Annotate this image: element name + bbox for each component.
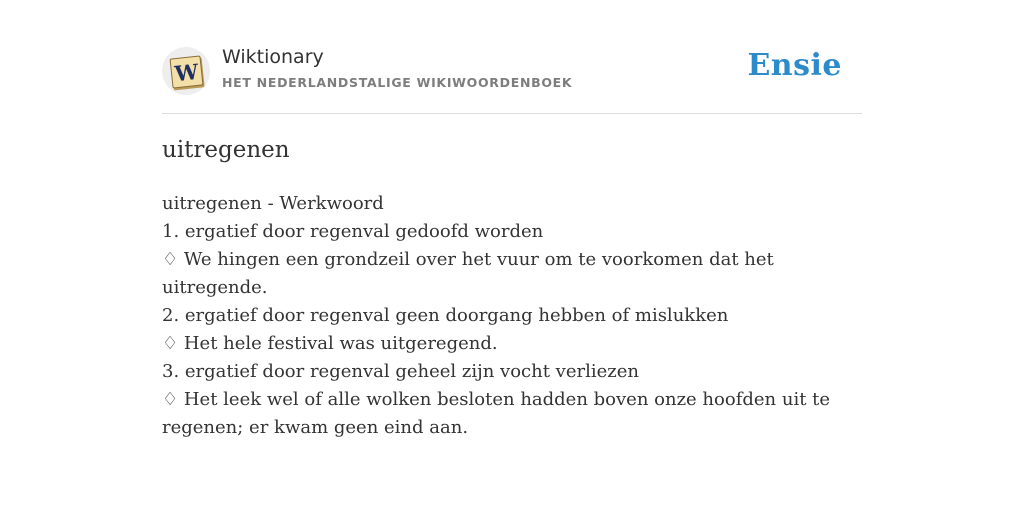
- example-2: ♢ Het hele festival was uitgeregend.: [162, 333, 498, 354]
- wiktionary-logo[interactable]: [162, 47, 210, 95]
- entry-title: uitregenen: [162, 137, 290, 163]
- example-1: ♢ We hingen een grondzeil over het vuur om te voorkomen dat het uitregende.: [162, 249, 774, 298]
- site-name[interactable]: Wiktionary: [222, 46, 324, 68]
- entry-definition: [162, 190, 862, 442]
- site-tagline: HET NEDERLANDSTALIGE WIKIWOORDENBOEK: [222, 75, 573, 90]
- site-header: [162, 44, 862, 114]
- entry-headline: uitregenen - Werkwoord: [162, 193, 384, 214]
- example-3: ♢ Het leek wel of alle wolken besloten hadden boven onze hoofden uit te regenen; er kwam geen eind aan.: [162, 389, 831, 438]
- wiktionary-logo-icon: W: [170, 55, 204, 88]
- ensie-brand-link[interactable]: Ensie: [747, 48, 842, 83]
- definition-1: 1. ergatief door regenval gedoofd worden: [162, 221, 544, 242]
- definition-2: 2. ergatief door regenval geen doorgang hebben of mislukken: [162, 305, 729, 326]
- definition-3: 3. ergatief door regenval geheel zijn vocht verliezen: [162, 361, 639, 382]
